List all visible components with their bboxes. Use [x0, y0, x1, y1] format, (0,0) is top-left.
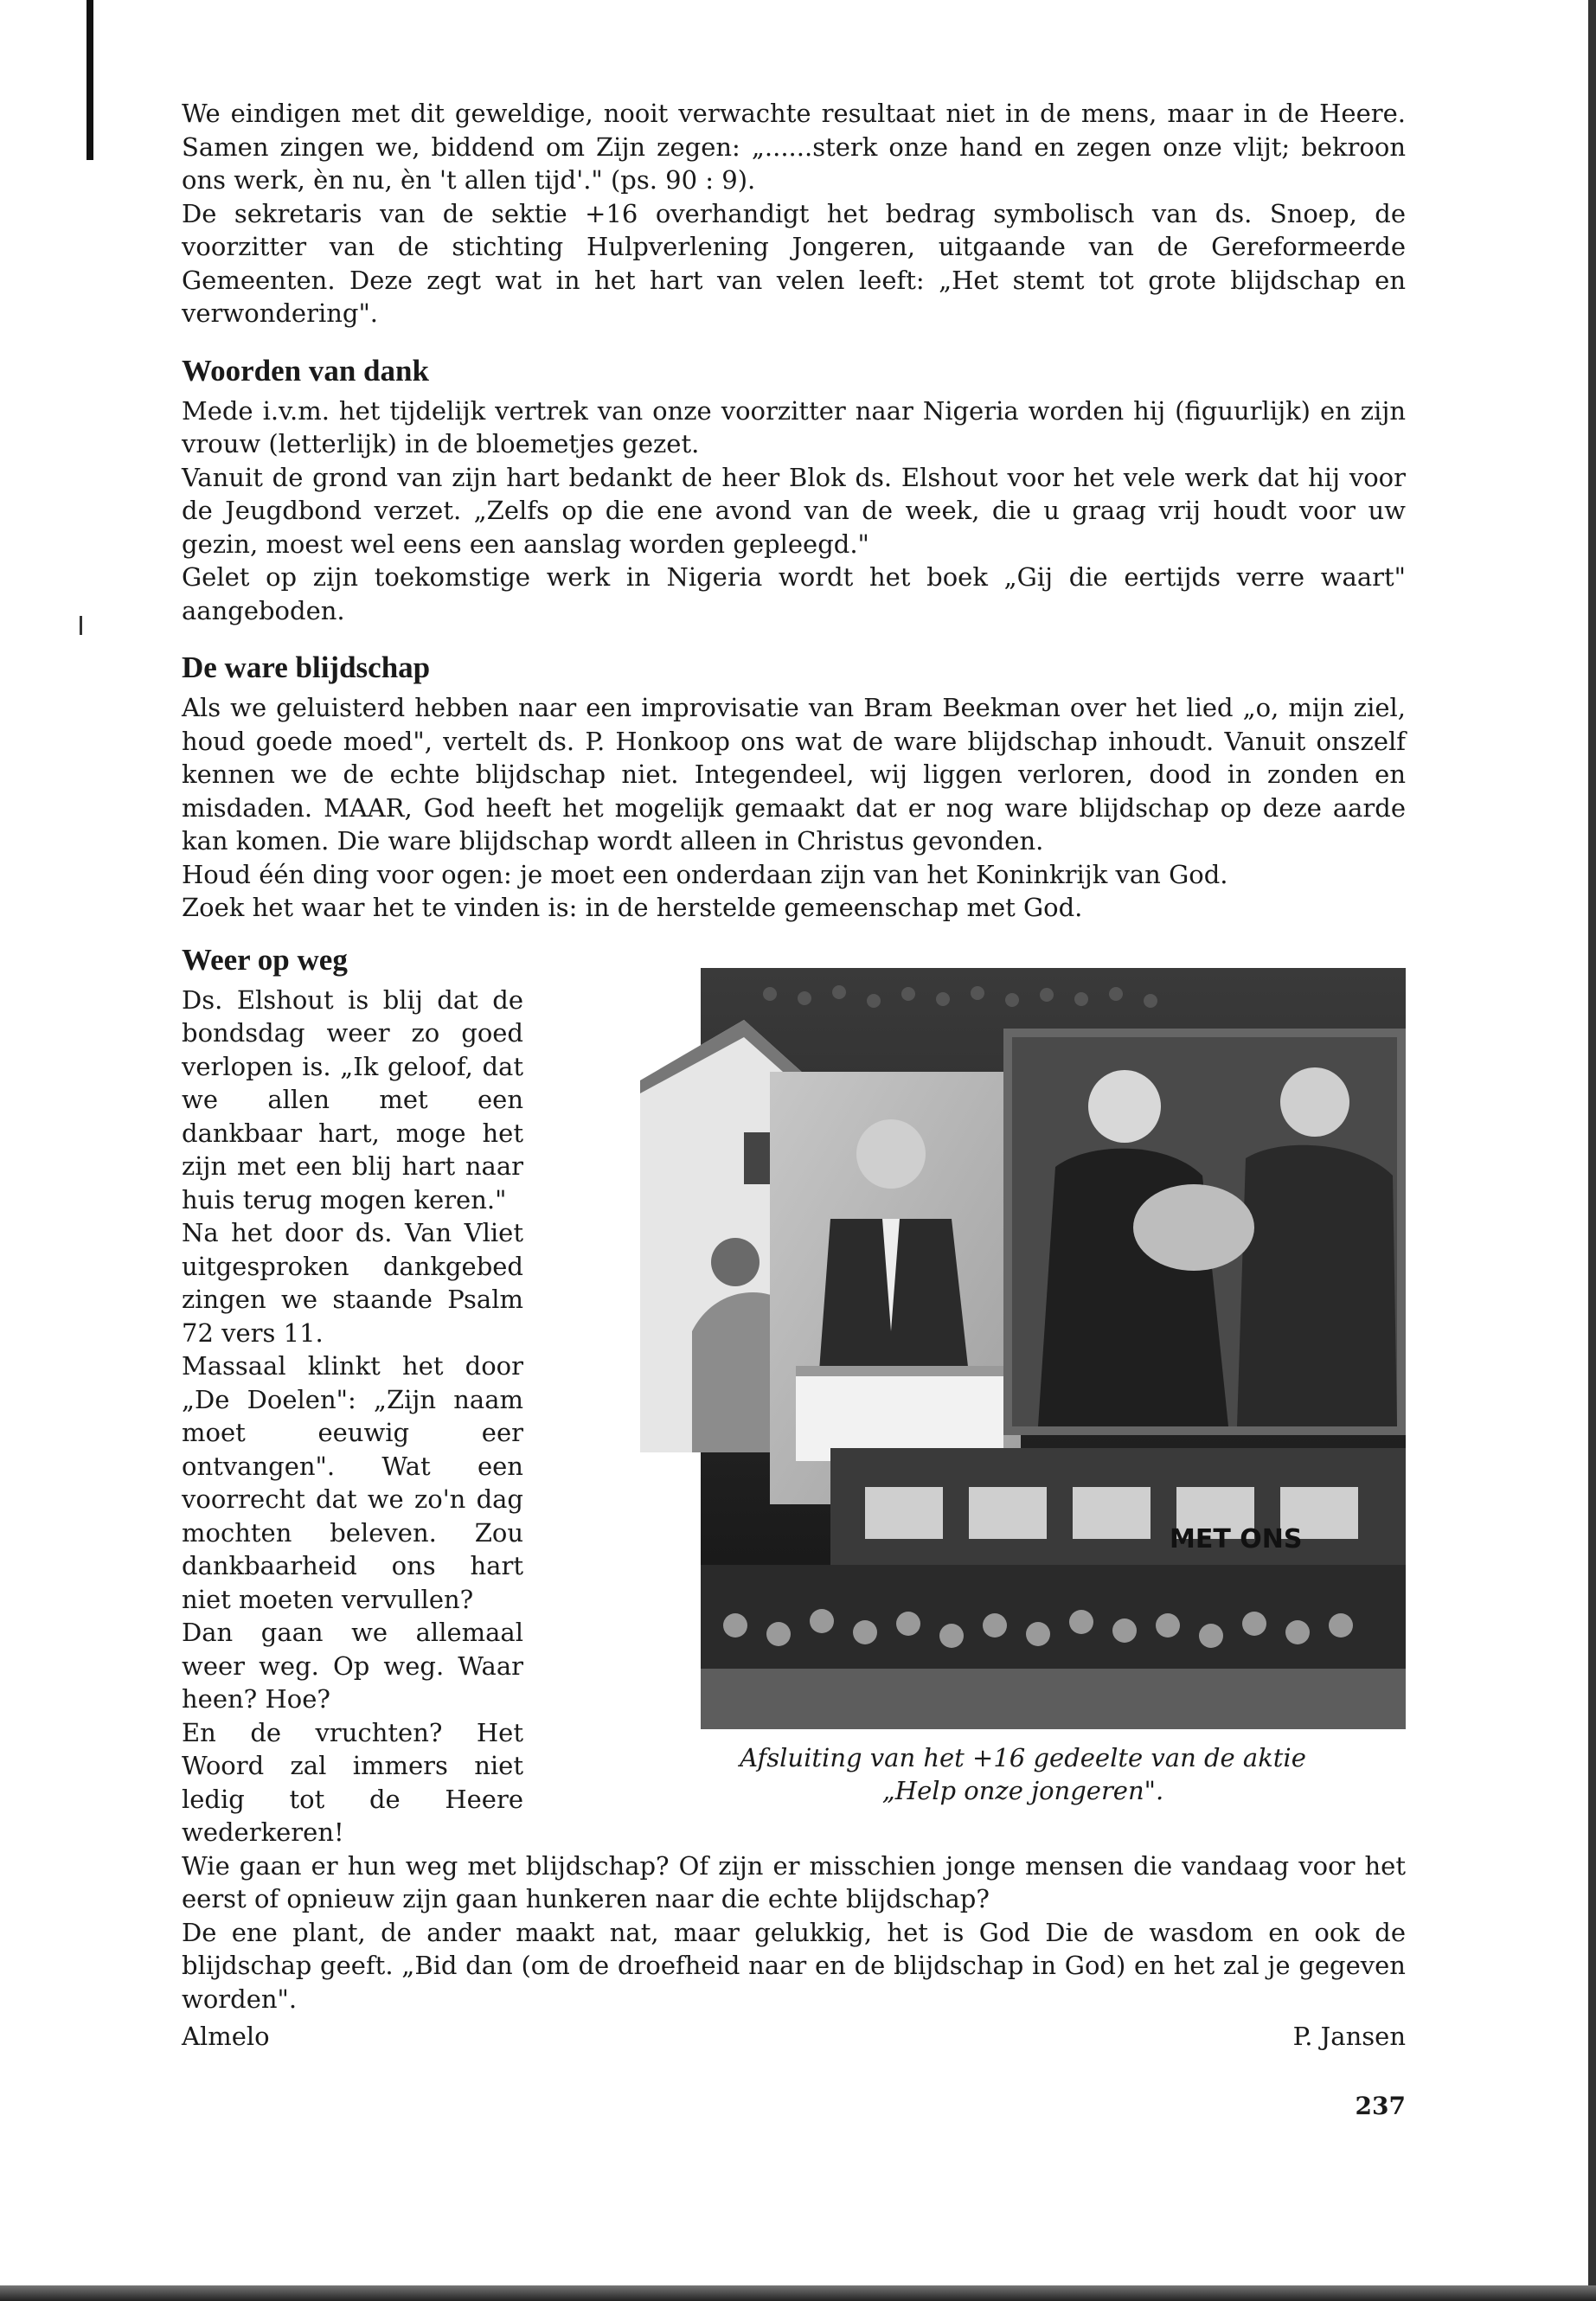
left-column	[182, 942, 523, 1849]
dank-paragraph-3: Gelet op zijn toekomstige werk in Nigeria wordt het boek „Gij die eertijds verre waart" aangeboden.	[182, 562, 1406, 625]
heading-weer-op-weg: Weer op weg	[182, 942, 348, 977]
event-photo-collage	[640, 968, 1406, 1729]
blijdschap-paragraph-1: Als we geluisterd hebben naar een improvisatie van Bram Beekman over het lied „o, mijn ziel, houd goede moed", vertelt ds. P. Honkoop ons wat de ware blijdschap inhoudt. Vanuit onszelf kennen we de echte blijdschap niet. Integendeel, wij liggen verloren, dood in zonden en misdaden. MAAR, God heeft het mogelijk gemaakt dat er nog ware blijdschap op deze aarde kan komen. Die ware blijdschap wordt alleen in Christus gevonden.	[182, 693, 1406, 856]
signature-place: Almelo	[182, 2022, 270, 2051]
caption-line-1: Afsluiting van het +16 gedeelte van de aktie	[740, 1742, 1306, 1772]
scan-right-edge	[1588, 0, 1596, 2301]
weg-paragraph-2: Na het door ds. Van Vliet uitgesproken dankgebed zingen we staande Psalm 72 vers 11.	[182, 1218, 523, 1348]
photo-column	[640, 942, 1406, 1849]
blijdschap-paragraph-3: Zoek het waar het te vinden is: in de herstelde gemeenschap met God.	[182, 893, 1083, 922]
scan-left-bar	[87, 0, 93, 160]
weg-paragraph-1: Ds. Elshout is blij dat de bondsdag weer zo goed verlopen is. „Ik geloof, dat we allen met een dankbaar hart, moge het zijn met een blij hart naar huis terug mogen keren."	[182, 984, 523, 1215]
banner-text: MET ONS	[1170, 1523, 1303, 1554]
heading-de-ware-blijdschap: De ware blijdschap	[182, 651, 431, 684]
weg-paragraph-6: Wie gaan er hun weg met blijdschap? Of zijn er misschien jonge mensen die vandaag voor het eerst of opnieuw zijn gaan hunkeren naar die echte blijdschap?	[182, 1850, 1406, 1913]
photo-caption	[640, 1741, 1406, 1807]
scan-mark	[80, 616, 82, 635]
intro-paragraph-2: De sekretaris van de sektie +16 overhandigt het bedrag symbolisch van ds. Snoep, de voorzitter van de stichting Hulpverlening Jongeren, uitgaande van de Gereformeerde Gemeenten. Deze zegt wat in het hart van velen leeft: „Het stemt tot grote blijdschap en verwondering".	[182, 198, 1406, 328]
dank-paragraph-1: Mede i.v.m. het tijdelijk vertrek van onze voorzitter naar Nigeria worden hij (figuurlijk) en zijn vrouw (letterlijk) in de bloemetjes gezet.	[182, 395, 1406, 458]
weg-paragraph-3: Massaal klinkt het door „De Doelen": „Zijn naam moet eeuwig eer ontvangen". Wat een voorrecht dat we zo'n dag mochten beleven. Zou dankbaarheid ons hart niet moeten vervullen?	[182, 1351, 523, 1614]
weg-paragraph-5: En de vruchten? Het Woord zal immers niet ledig tot de Heere wederkeren!	[182, 1717, 523, 1847]
signature-row	[182, 2019, 1406, 2054]
intro-paragraph-1: We eindigen met dit geweldige, nooit verwachte resultaat niet in de mens, maar in de Heere. Samen zingen we, biddend om Zijn zegen: „......sterk onze hand en zegen onze vlijt; bekroon ons werk, èn nu, èn 't allen tijd'." (ps. 90 : 9).	[182, 99, 1406, 195]
scan-bottom-edge	[0, 2285, 1596, 2301]
dank-paragraph-2: Vanuit de grond van zijn hart bedankt de heer Blok ds. Elshout voor het vele werk dat hij voor de Jeugdbond verzet. „Zelfs op die ene avond van de week, die u graag vrij houdt voor uw gezin, moest wel eens een aanslag worden gepleegd."	[182, 462, 1406, 559]
signature-author: P. Jansen	[1292, 2022, 1406, 2051]
weg-paragraph-7: De ene plant, de ander maakt nat, maar gelukkig, het is God Die de wasdom en ook de blijdschap geeft. „Bid dan (om de droefheid naar en de blijdschap in God) en het zal je gegeven worden".	[182, 1917, 1406, 2014]
page-number: 237	[1355, 2092, 1406, 2120]
blijdschap-paragraph-2: Houd één ding voor ogen: je moet een onderdaan zijn van het Koninkrijk van God.	[182, 859, 1228, 889]
heading-woorden-van-dank: Woorden van dank	[182, 353, 429, 388]
two-column-section	[182, 942, 1406, 1849]
caption-line-2: „Help onze jongeren".	[881, 1775, 1164, 1805]
page-content	[182, 97, 1406, 2120]
weg-paragraph-4: Dan gaan we allemaal weer weg. Op weg. Waar heen? Hoe?	[182, 1618, 523, 1714]
